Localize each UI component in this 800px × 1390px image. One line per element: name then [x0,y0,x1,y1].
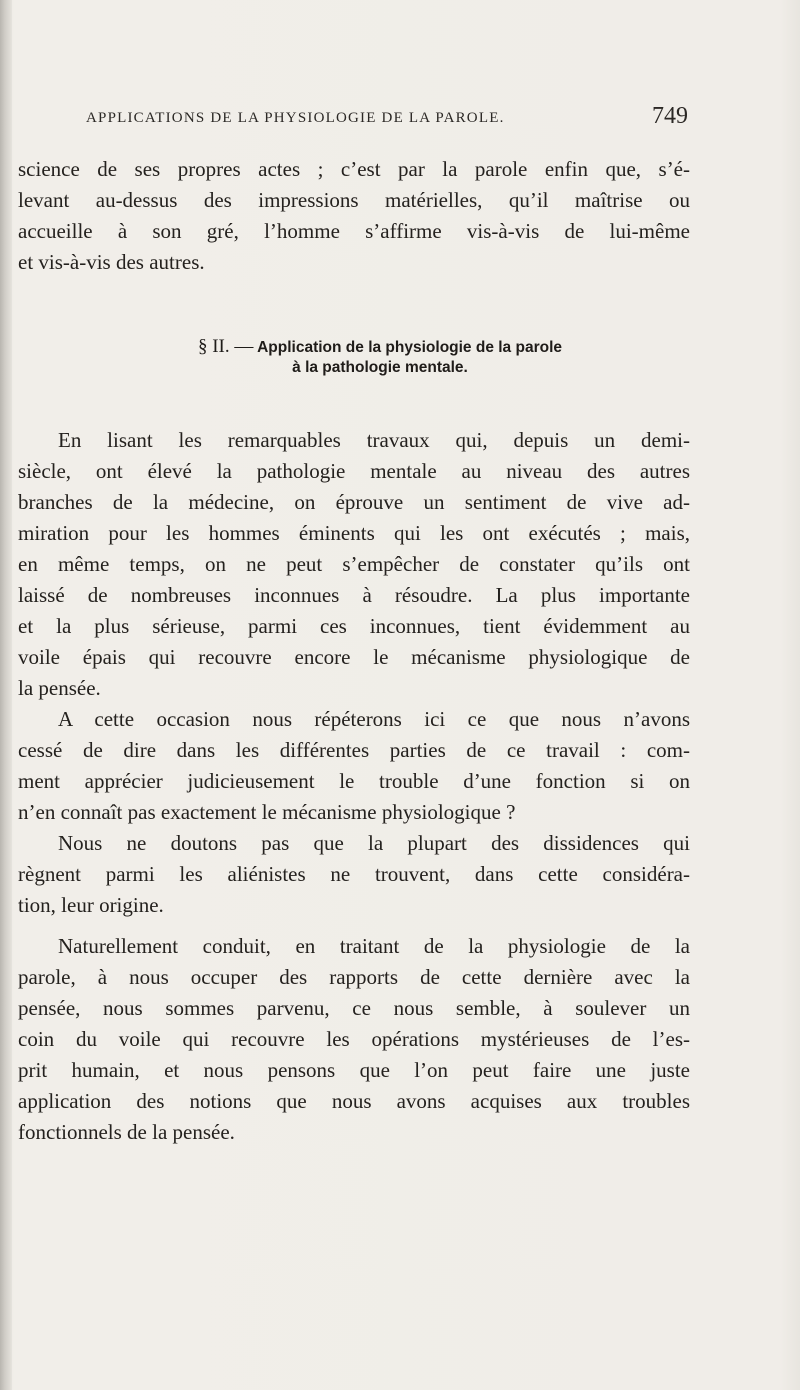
page-number: 749 [652,103,688,129]
p3-line-3: tion, leur origine. [18,893,164,917]
p4-line-3: pensée, nous sommes parvenu, ce nous semble, à soulever un [18,996,690,1020]
p3-line-2: règnent parmi les aliénistes ne trouvent, dans cette considéra- [18,862,690,886]
p4-line-1: Naturellement conduit, en traitant de la physiologie de la [58,934,690,958]
page-gutter-shadow [0,0,12,1390]
p1-line-8: voile épais qui recouvre encore le mécanisme physiologique de [18,645,690,669]
intro-line-3: accueille à son gré, l’homme s’affirme vis-à-vis de lui-même [18,219,690,243]
p4-line-2: parole, à nous occuper des rapports de cette dernière avec la [18,965,690,989]
p4-line-6: application des notions que nous avons acquises aux troubles [18,1089,690,1113]
running-head: APPLICATIONS DE LA PHYSIOLOGIE DE LA PAROLE. [86,110,505,126]
p3-line-1: Nous ne doutons pas que la plupart des dissidences qui [58,831,690,855]
intro-line-4: et vis-à-vis des autres. [18,250,205,274]
p1-line-7: et la plus sérieuse, parmi ces inconnues, tient évidemment au [18,614,690,638]
section-heading-line-1 [60,336,700,358]
p2-line-2: cessé de dire dans les différentes parties de ce travail : com- [18,738,690,762]
p1-line-9: la pensée. [18,676,101,700]
p2-line-1: A cette occasion nous répéterons ici ce que nous n’avons [58,707,690,731]
p1-line-2: siècle, ont élevé la pathologie mentale au niveau des autres [18,459,690,483]
p2-line-4: n’en connaît pas exactement le mécanisme physiologique ? [18,800,516,824]
p1-line-5: en même temps, on ne peut s’empêcher de constater qu’ils ont [18,552,690,576]
intro-line-1: science de ses propres actes ; c’est par la parole enfin que, s’é- [18,157,690,181]
section-number: § II. — [197,336,254,357]
p1-line-4: miration pour les hommes éminents qui les ont exécutés ; mais, [18,521,690,545]
section-title-line-1: Application de la physiologie de la parole [257,339,563,356]
intro-line-2: levant au-dessus des impressions matérielles, qu’il maîtrise ou [18,188,690,212]
p2-line-3: ment apprécier judicieusement le trouble d’une fonction si on [18,769,690,793]
p1-line-6: laissé de nombreuses inconnues à résoudre. La plus importante [18,583,690,607]
p1-line-3: branches de la médecine, on éprouve un sentiment de vive ad- [18,490,690,514]
p4-line-5: prit humain, et nous pensons que l’on peut faire une juste [18,1058,690,1082]
section-title-line-2: à la pathologie mentale. [292,359,468,376]
p4-line-7: fonctionnels de la pensée. [18,1120,235,1144]
p4-line-4: coin du voile qui recouvre les opérations mystérieuses de l’es- [18,1027,690,1051]
p1-line-1: En lisant les remarquables travaux qui, depuis un demi- [58,428,690,452]
